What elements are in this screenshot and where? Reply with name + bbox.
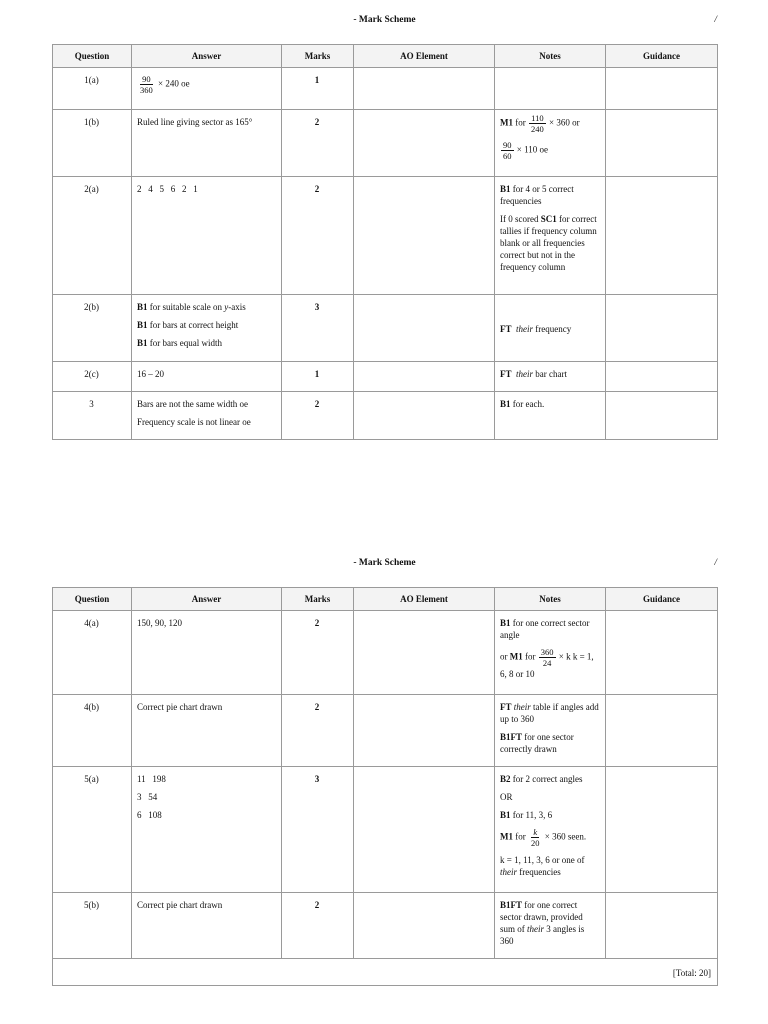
note-text: their xyxy=(500,867,517,877)
table-row xyxy=(53,68,718,110)
note-text: for 11, 3, 6 xyxy=(512,810,553,820)
answer-text: 11 198 xyxy=(137,774,166,784)
guidance-cell xyxy=(606,893,718,959)
ao-cell xyxy=(354,695,495,767)
table-row xyxy=(53,695,718,767)
guidance-cell xyxy=(606,177,718,295)
guidance-cell xyxy=(606,68,718,110)
total-row xyxy=(53,959,718,986)
guidance-cell xyxy=(606,611,718,695)
note-text: frequencies xyxy=(519,867,561,877)
answer-text: for suitable scale on xyxy=(149,302,222,312)
fraction-numerator: k xyxy=(533,827,538,837)
note-text: their xyxy=(527,924,544,934)
note-text: for one correct sector drawn, provided sum of xyxy=(500,900,583,934)
question-cell: 1(a) xyxy=(53,68,132,110)
ao-cell xyxy=(354,611,495,695)
fraction-numerator: 360 xyxy=(540,647,554,657)
mark-code: FT xyxy=(500,369,512,379)
note-text: 3 angles is 360 xyxy=(500,924,585,946)
fraction xyxy=(529,113,546,134)
notes-cell xyxy=(495,611,606,695)
answer-cell xyxy=(132,767,282,893)
answer-cell: Correct pie chart drawn xyxy=(132,695,282,767)
note-text: or xyxy=(500,651,508,662)
answer-cell xyxy=(132,295,282,362)
col-guidance: Guidance xyxy=(606,588,718,611)
col-answer: Answer xyxy=(132,45,282,68)
note-text: OR xyxy=(500,792,513,802)
note-text: for 2 correct angles xyxy=(512,774,583,784)
mark-code: FT xyxy=(500,702,512,712)
note-text: for correct tallies if frequency column blank or all frequencies correct but not in the frequency column xyxy=(500,214,597,272)
col-ao-element: AO Element xyxy=(354,45,495,68)
marks-cell: 2 xyxy=(282,392,354,440)
note-text: for each. xyxy=(512,399,545,409)
ao-cell xyxy=(354,893,495,959)
fraction-denominator: 240 xyxy=(531,124,544,134)
mark-code: B2 xyxy=(500,774,511,784)
marks-cell: 2 xyxy=(282,893,354,959)
marks-cell: 2 xyxy=(282,611,354,695)
mark-scheme-table-2 xyxy=(52,587,718,986)
marks-cell: 3 xyxy=(282,295,354,362)
mark-code: B1 xyxy=(137,302,148,312)
col-notes: Notes xyxy=(495,45,606,68)
answer-cell: 150, 90, 120 xyxy=(132,611,282,695)
note-text: × 360 or xyxy=(549,117,580,128)
mark-code: B1FT xyxy=(500,900,523,910)
marks-cell: 2 xyxy=(282,695,354,767)
col-marks: Marks xyxy=(282,45,354,68)
marks-cell: 3 xyxy=(282,767,354,893)
note-text: for 4 or 5 correct frequencies xyxy=(500,184,574,206)
notes-cell xyxy=(495,68,606,110)
question-cell: 2(c) xyxy=(53,362,132,392)
question-cell: 2(b) xyxy=(53,295,132,362)
table-row xyxy=(53,110,718,177)
table-row xyxy=(53,362,718,392)
note-text: their xyxy=(513,702,531,712)
note-text: for xyxy=(515,117,526,128)
fraction-numerator: 90 xyxy=(142,74,151,84)
page-header-1 xyxy=(52,15,717,29)
answer-cell xyxy=(132,392,282,440)
page-header-2 xyxy=(52,558,717,572)
page-marker: / xyxy=(714,15,717,25)
ao-cell xyxy=(354,362,495,392)
marks-cell: 2 xyxy=(282,177,354,295)
answer-text: Frequency scale is not linear oe xyxy=(137,417,251,427)
answer-text: for bars equal width xyxy=(149,338,222,348)
answer-text: 3 54 xyxy=(137,792,158,802)
ao-cell xyxy=(354,392,495,440)
page-title: - Mark Scheme xyxy=(353,558,416,568)
col-marks: Marks xyxy=(282,588,354,611)
notes-cell xyxy=(495,295,606,362)
notes-cell xyxy=(495,362,606,392)
notes-cell xyxy=(495,110,606,177)
question-cell: 4(a) xyxy=(53,611,132,695)
note-text: × 110 oe xyxy=(516,144,548,155)
answer-text: for bars at correct height xyxy=(149,320,239,330)
ao-cell xyxy=(354,110,495,177)
mark-scheme-table-1 xyxy=(52,44,718,440)
table-row xyxy=(53,611,718,695)
marks-cell: 2 xyxy=(282,110,354,177)
mark-code: B1 xyxy=(500,618,511,628)
note-text: × k k = 1, 6, 8 or 10 xyxy=(500,651,594,679)
guidance-cell xyxy=(606,695,718,767)
mark-code: M1 xyxy=(500,831,513,842)
fraction-denominator: 60 xyxy=(503,151,512,161)
question-cell: 2(a) xyxy=(53,177,132,295)
notes-cell xyxy=(495,392,606,440)
note-text: frequency xyxy=(535,324,572,334)
mark-code: M1 xyxy=(509,651,523,662)
mark-code: B1 xyxy=(500,399,511,409)
answer-cell xyxy=(132,68,282,110)
notes-cell xyxy=(495,767,606,893)
mark-code: B1 xyxy=(500,184,511,194)
note-text: table if angles add up to 360 xyxy=(500,702,599,724)
mark-code: B1FT xyxy=(500,732,523,742)
guidance-cell xyxy=(606,767,718,893)
fraction xyxy=(501,140,514,161)
fraction-denominator: 360 xyxy=(140,85,153,95)
table-row xyxy=(53,392,718,440)
marks-cell: 1 xyxy=(282,362,354,392)
table-row xyxy=(53,767,718,893)
mark-code: FT xyxy=(500,324,512,334)
note-text: their xyxy=(516,369,534,379)
fraction-numerator: 110 xyxy=(531,113,544,123)
col-answer: Answer xyxy=(132,588,282,611)
question-cell: 4(b) xyxy=(53,695,132,767)
answer-text: -axis xyxy=(228,302,246,312)
guidance-cell xyxy=(606,295,718,362)
fraction-denominator: 24 xyxy=(542,658,552,668)
fraction xyxy=(539,647,556,668)
table-row xyxy=(53,295,718,362)
question-cell: 5(b) xyxy=(53,893,132,959)
note-text: for one sector correctly drawn xyxy=(500,732,574,754)
marks-cell: 1 xyxy=(282,68,354,110)
answer-text: × 240 oe xyxy=(158,78,190,89)
notes-cell xyxy=(495,695,606,767)
answer-text: Bars are not the same width oe xyxy=(137,399,248,409)
table-row xyxy=(53,893,718,959)
ao-cell xyxy=(354,767,495,893)
note-text: bar chart xyxy=(535,369,567,379)
ao-cell xyxy=(354,68,495,110)
mark-code: SC1 xyxy=(540,214,557,224)
page-marker: / xyxy=(714,558,717,568)
note-text: for xyxy=(525,651,536,662)
ao-cell xyxy=(354,177,495,295)
guidance-cell xyxy=(606,392,718,440)
table-header-row xyxy=(53,45,718,68)
ao-cell xyxy=(354,295,495,362)
note-text: × 360 seen. xyxy=(544,831,587,842)
mark-code: B1 xyxy=(500,810,511,820)
question-cell: 5(a) xyxy=(53,767,132,893)
page-title: - Mark Scheme xyxy=(353,15,416,25)
note-text: k = 1, 11, 3, 6 or one of xyxy=(500,855,585,865)
answer-cell: Correct pie chart drawn xyxy=(132,893,282,959)
fraction xyxy=(529,827,542,848)
answer-text: 6 108 xyxy=(137,810,162,820)
total-marks: [Total: 20] xyxy=(53,959,718,986)
notes-cell xyxy=(495,177,606,295)
guidance-cell xyxy=(606,362,718,392)
answer-cell: 16 – 20 xyxy=(132,362,282,392)
answer-text: y xyxy=(224,302,229,312)
guidance-cell xyxy=(606,110,718,177)
note-text: for xyxy=(515,831,526,842)
question-cell: 3 xyxy=(53,392,132,440)
col-notes: Notes xyxy=(495,588,606,611)
question-cell: 1(b) xyxy=(53,110,132,177)
note-text: If 0 scored xyxy=(500,214,539,224)
col-guidance: Guidance xyxy=(606,45,718,68)
note-text: for one correct sector angle xyxy=(500,618,590,640)
fraction-denominator: 20 xyxy=(531,838,540,848)
fraction xyxy=(138,74,155,95)
col-question: Question xyxy=(53,45,132,68)
note-text: their xyxy=(516,324,534,334)
answer-cell: 2 4 5 6 2 1 xyxy=(132,177,282,295)
mark-code: B1 xyxy=(137,320,148,330)
mark-code: M1 xyxy=(500,117,513,128)
col-question: Question xyxy=(53,588,132,611)
answer-cell: Ruled line giving sector as 165° xyxy=(132,110,282,177)
table-row xyxy=(53,177,718,295)
notes-cell xyxy=(495,893,606,959)
mark-code: B1 xyxy=(137,338,148,348)
fraction-numerator: 90 xyxy=(503,140,512,150)
table-header-row xyxy=(53,588,718,611)
col-ao-element: AO Element xyxy=(354,588,495,611)
